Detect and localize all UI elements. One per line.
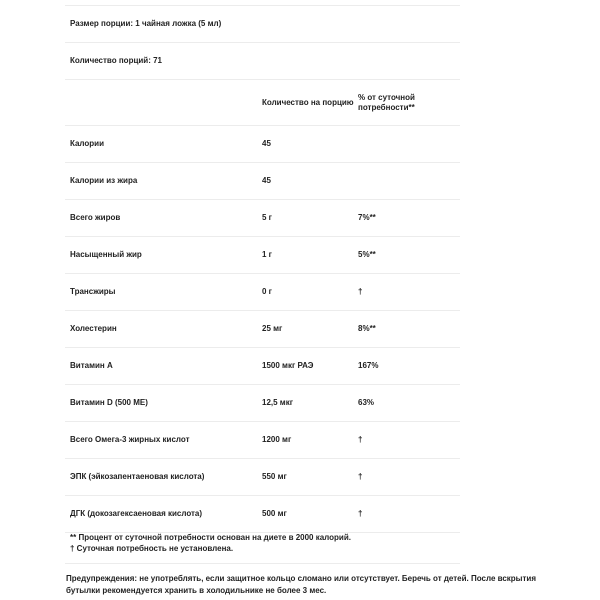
- nutrient-amount: 1200 мг: [262, 435, 292, 444]
- table-row: [65, 310, 460, 347]
- nutrient-dv: †: [358, 472, 363, 481]
- nutrient-amount: 1 г: [262, 250, 273, 259]
- servings-count: Количество порций: 71: [70, 56, 162, 65]
- nutrient-amount: 45: [262, 139, 271, 148]
- nutrient-dv: 7%**: [358, 213, 376, 222]
- nutrient-dv: †: [358, 287, 363, 296]
- nutrient-amount: 12,5 мкг: [262, 398, 294, 407]
- table-row: [65, 199, 460, 236]
- divider: [65, 563, 460, 564]
- serving-size-row: [65, 5, 460, 42]
- footnote: ** Процент от суточной потребности основан на диете в 2000 калорий.: [70, 533, 351, 542]
- table-header: [65, 79, 460, 125]
- table-row: [65, 162, 460, 199]
- nutrient-name: ДГК (докозагексаеновая кислота): [70, 509, 203, 518]
- nutrient-name: Трансжиры: [70, 287, 116, 296]
- nutrient-dv: †: [358, 435, 363, 444]
- nutrient-name: Холестерин: [70, 324, 117, 333]
- serving-size: Размер порции: 1 чайная ложка (5 мл): [70, 19, 222, 28]
- table-row: [65, 458, 460, 495]
- nutrient-amount: 1500 мкг РАЭ: [262, 361, 314, 370]
- nutrient-name: Насыщенный жир: [70, 250, 142, 259]
- nutrient-dv: 5%**: [358, 250, 376, 259]
- nutrient-name: Витамин A: [70, 361, 113, 370]
- nutrient-amount: 45: [262, 176, 271, 185]
- nutrient-amount: 0 г: [262, 287, 273, 296]
- table-row: [65, 384, 460, 421]
- footnotes: [70, 532, 351, 554]
- nutrition-table: [65, 5, 460, 533]
- nutrient-amount: 5 г: [262, 213, 273, 222]
- header-amount: Количество на порцию: [262, 97, 354, 107]
- table-row: [65, 236, 460, 273]
- table-row: [65, 273, 460, 310]
- nutrient-name: Калории: [70, 139, 105, 148]
- table-row: [65, 347, 460, 384]
- servings-row: [65, 42, 460, 79]
- table-row: [65, 125, 460, 162]
- nutrient-amount: 25 мг: [262, 324, 283, 333]
- nutrient-name: Витамин D (500 МЕ): [70, 398, 148, 407]
- warning-text: Предупреждения: не употреблять, если защитное кольцо сломано или отсутствует. Беречь от детей. После вскрытия бутылки рекомендуется хранить в холодильнике не более 3 мес.: [66, 574, 537, 595]
- nutrient-name: ЭПК (эйкозапентаеновая кислота): [70, 472, 205, 481]
- nutrient-name: Всего Омега-3 жирных кислот: [70, 435, 190, 444]
- nutrient-name: Калории из жира: [70, 176, 138, 185]
- nutrient-amount: 550 мг: [262, 472, 287, 481]
- table-row: [65, 421, 460, 458]
- nutrient-dv: †: [358, 509, 363, 518]
- nutrient-dv: 8%**: [358, 324, 376, 333]
- header-dv: % от суточной потребности**: [358, 92, 415, 112]
- nutrient-dv: 167%: [358, 361, 379, 370]
- nutrient-name: Всего жиров: [70, 213, 121, 222]
- table-row: [65, 495, 460, 532]
- nutrient-amount: 500 мг: [262, 509, 287, 518]
- nutrient-dv: 63%: [358, 398, 375, 407]
- footnote: † Суточная потребность не установлена.: [70, 544, 234, 553]
